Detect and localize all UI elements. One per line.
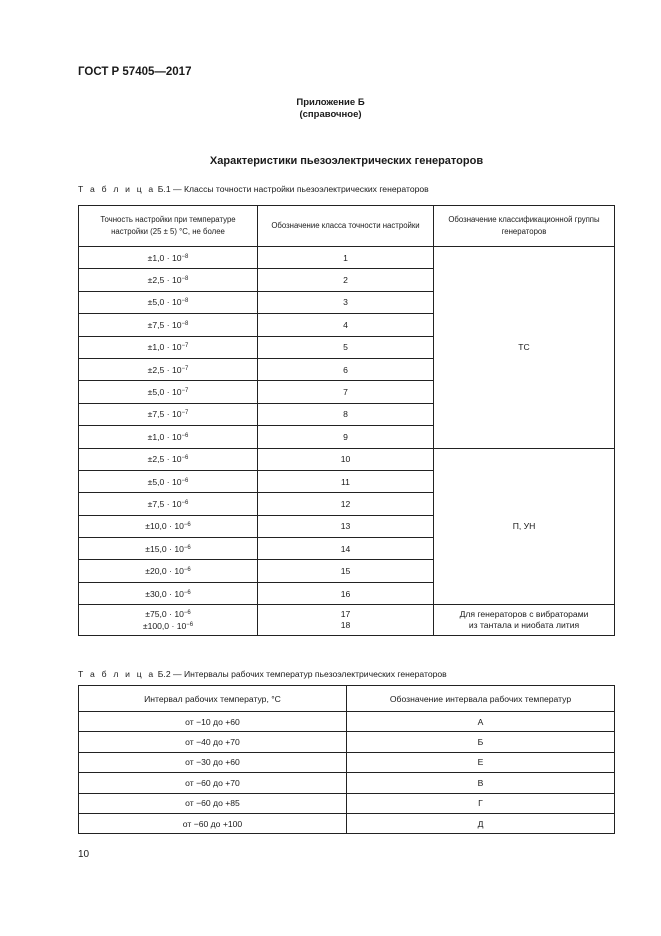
accuracy-value: ±7,5 · 10: [147, 409, 182, 420]
accuracy-exponent: −6: [183, 589, 191, 596]
accuracy-exponent: −6: [181, 432, 189, 439]
column-header-code: Обозначение интервала рабочих температур: [347, 686, 615, 712]
class-cell: 13: [258, 515, 434, 537]
table-row: [79, 752, 615, 772]
accuracy-exponent: −7: [181, 365, 189, 372]
table2-caption-prefix: Т а б л и ц а: [78, 669, 156, 679]
accuracy-value: ±2,5 · 10: [147, 364, 182, 375]
accuracy-value: ±2,5 · 10: [147, 275, 182, 286]
page-number: 10: [78, 849, 90, 860]
accuracy-exponent: −6: [183, 610, 191, 617]
column-header-group: Обозначение классификационной группы генераторов: [434, 206, 615, 247]
code-cell: В: [347, 773, 615, 793]
accuracy-cell: [79, 291, 258, 313]
accuracy-exponent: −6: [183, 522, 191, 529]
accuracy-value: ±75,0 · 10: [145, 609, 184, 620]
table-row: [79, 813, 615, 833]
table-header-row: [79, 206, 615, 247]
interval-cell: от −40 до +70: [79, 732, 347, 752]
interval-cell: от −60 до +100: [79, 813, 347, 833]
code-cell: Е: [347, 752, 615, 772]
table-row: [79, 793, 615, 813]
class-cell: 3: [258, 291, 434, 313]
accuracy-exponent: −8: [181, 253, 189, 260]
accuracy-cell: [79, 314, 258, 336]
class-cell: 16: [258, 582, 434, 604]
accuracy-exponent: −6: [181, 499, 189, 506]
class-cell: 4: [258, 314, 434, 336]
group-note-line: из тантала и ниобата лития: [468, 620, 580, 631]
class-cell: 10: [258, 448, 434, 470]
code-cell: Г: [347, 793, 615, 813]
accuracy-cell: [79, 538, 258, 560]
accuracy-value: ±2,5 · 10: [147, 454, 182, 465]
table2-caption-text: Б.2 — Интервалы рабочих температур пьезоэлектрических генераторов: [157, 669, 447, 679]
accuracy-value: ±5,0 · 10: [147, 297, 182, 308]
accuracy-cell: [79, 426, 258, 448]
accuracy-value: ±7,5 · 10: [147, 498, 182, 509]
accuracy-cell: [79, 269, 258, 291]
temperature-intervals-table: [78, 685, 615, 834]
accuracy-exponent: −6: [183, 544, 191, 551]
code-cell: А: [347, 712, 615, 732]
accuracy-cell: [79, 448, 258, 470]
annex-subtitle: (справочное): [299, 109, 362, 120]
accuracy-cell: [79, 582, 258, 604]
table-row: [79, 247, 615, 269]
accuracy-cell: [79, 560, 258, 582]
accuracy-value: ±30,0 · 10: [145, 588, 184, 599]
class-cell: 9: [258, 426, 434, 448]
accuracy-exponent: −8: [181, 298, 189, 305]
accuracy-value: ±1,0 · 10: [147, 252, 182, 263]
interval-cell: от −30 до +60: [79, 752, 347, 772]
accuracy-value: ±10,0 · 10: [145, 521, 184, 532]
interval-cell: от −60 до +70: [79, 773, 347, 793]
accuracy-exponent: −6: [181, 455, 189, 462]
table1-caption-prefix: Т а б л и ц а: [78, 184, 156, 194]
accuracy-exponent: −8: [181, 320, 189, 327]
table-header-row: [79, 686, 615, 712]
accuracy-value: ±5,0 · 10: [147, 476, 182, 487]
class-cell: 7: [258, 381, 434, 403]
accuracy-value: ±7,5 · 10: [147, 319, 182, 330]
column-header-class: Обозначение класса точности настройки: [258, 206, 434, 247]
column-header-interval: Интервал рабочих температур, °С: [79, 686, 347, 712]
accuracy-exponent: −6: [183, 567, 191, 574]
accuracy-exponent: −7: [181, 410, 189, 417]
table-row: [79, 448, 615, 470]
class-cell: 1: [258, 247, 434, 269]
interval-cell: от −10 до +60: [79, 712, 347, 732]
group-cell-tc: ТС: [434, 247, 615, 449]
accuracy-classes-table: [78, 205, 615, 636]
accuracy-cell: [79, 470, 258, 492]
column-header-accuracy: Точность настройки при температуре настройки (25 ± 5) °С, не более: [79, 206, 258, 247]
document-id: ГОСТ Р 57405—2017: [78, 66, 192, 78]
group-cell-p-un: П, УН: [434, 448, 615, 605]
code-cell: Д: [347, 813, 615, 833]
class-cell: [258, 605, 434, 636]
accuracy-value: ±1,0 · 10: [147, 431, 182, 442]
class-cell: 12: [258, 493, 434, 515]
class-cell: 8: [258, 403, 434, 425]
code-cell: Б: [347, 732, 615, 752]
class-value: 17: [340, 609, 351, 620]
class-cell: 6: [258, 358, 434, 380]
table2-caption: [78, 669, 447, 679]
accuracy-cell: [79, 336, 258, 358]
accuracy-cell: [79, 493, 258, 515]
accuracy-exponent: −6: [181, 477, 189, 484]
accuracy-value: ±5,0 · 10: [147, 387, 182, 398]
annex-title: Приложение Б: [296, 97, 365, 108]
table1-caption: [78, 184, 429, 194]
accuracy-exponent: −8: [181, 276, 189, 283]
table-row: [79, 712, 615, 732]
accuracy-cell: [79, 403, 258, 425]
accuracy-cell: [79, 605, 258, 636]
group-cell-special: [434, 605, 615, 636]
accuracy-exponent: −7: [181, 388, 189, 395]
accuracy-cell: [79, 381, 258, 403]
section-title: Характеристики пьезоэлектрических генераторов: [209, 155, 484, 167]
group-note-line: Для генераторов с вибраторами: [459, 609, 589, 620]
table-row: [79, 732, 615, 752]
table-row: [79, 605, 615, 636]
accuracy-value: ±15,0 · 10: [145, 543, 184, 554]
class-cell: 11: [258, 470, 434, 492]
class-cell: 14: [258, 538, 434, 560]
class-cell: 5: [258, 336, 434, 358]
interval-cell: от −60 до +85: [79, 793, 347, 813]
accuracy-cell: [79, 247, 258, 269]
accuracy-exponent: −6: [186, 622, 194, 629]
class-cell: 15: [258, 560, 434, 582]
accuracy-cell: [79, 358, 258, 380]
class-cell: 2: [258, 269, 434, 291]
accuracy-value: ±1,0 · 10: [147, 342, 182, 353]
class-value: 18: [340, 620, 351, 631]
accuracy-value: ±20,0 · 10: [145, 566, 184, 577]
table-row: [79, 773, 615, 793]
accuracy-cell: [79, 515, 258, 537]
table1-caption-text: Б.1 — Классы точности настройки пьезоэлектрических генераторов: [157, 184, 429, 194]
accuracy-value: ±100,0 · 10: [142, 621, 187, 632]
accuracy-exponent: −7: [181, 343, 189, 350]
